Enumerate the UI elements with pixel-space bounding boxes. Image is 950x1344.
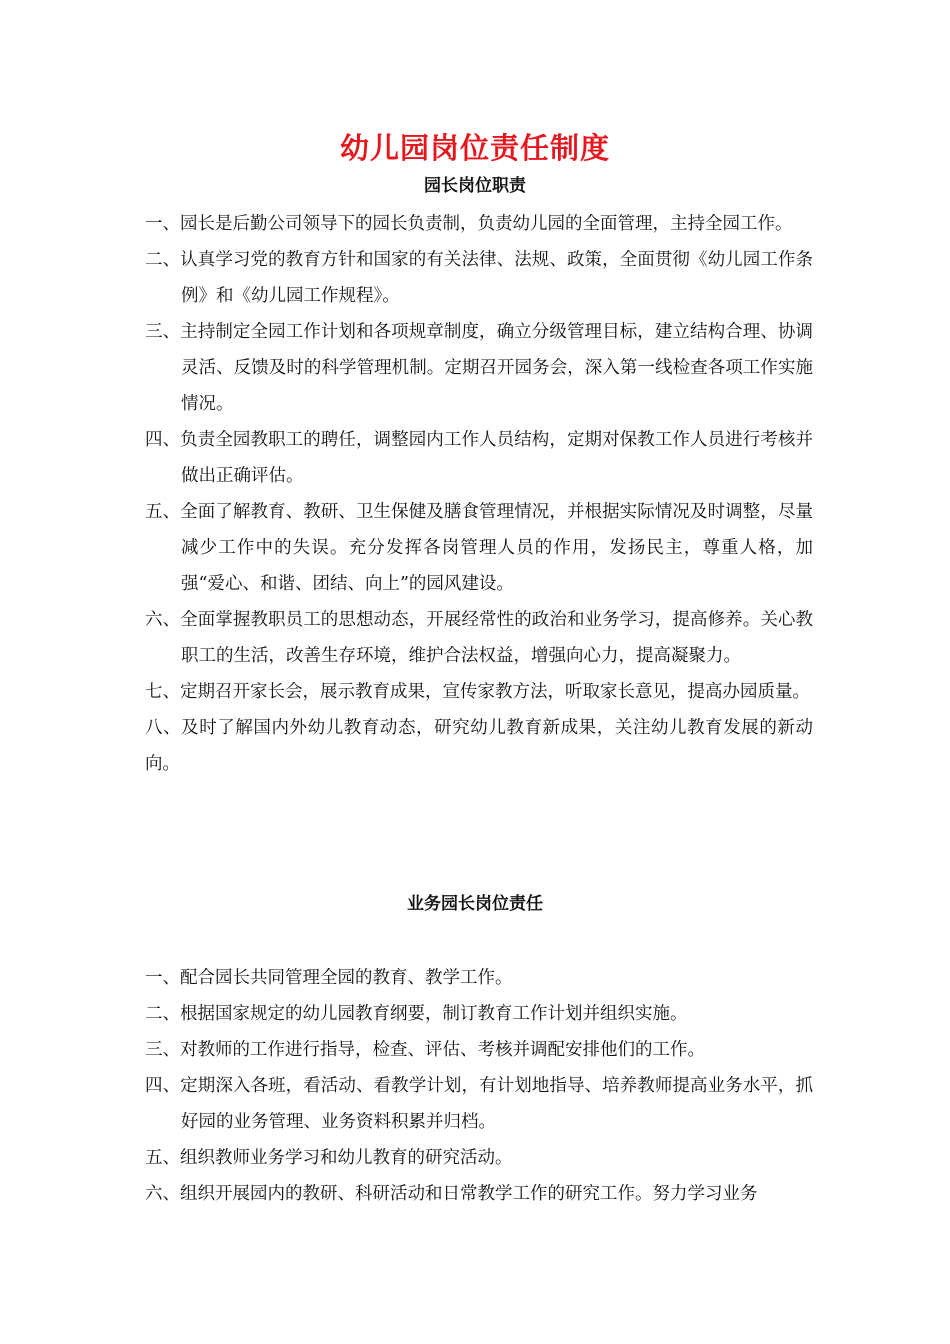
document-title: 幼儿园岗位责任制度 [339,131,610,165]
list-item: 三、对教师的工作进行指导，检查、评估、考核并调配安排他们的工作。 [145,1040,705,1060]
list-item: 三、主持制定全园工作计划和各项规章制度，确立分级管理目标，建立结构合理、协调灵活、反馈及时的科学管理机制。定期召开园务会，深入第一线检查各项工作实施情况。 [145,322,813,414]
section-title-principal: 园长岗位职责 [424,176,526,196]
list-item: 七、定期召开家长会，展示教育成果，宣传家教方法，听取家长意见，提高办园质量。 [145,682,810,702]
list-item: 六、组织开展园内的教研、科研活动和日常教学工作的研究工作。努力学习业务 [145,1184,758,1204]
list-item: 四、定期深入各班，看活动、看教学计划，有计划地指导、培养教师提高业务水平，抓好园的业务管理、业务资料积累并归档。 [145,1076,813,1132]
list-item: 一、配合园长共同管理全园的教育、教学工作。 [145,968,513,988]
list-item: 二、认真学习党的教育方针和国家的有关法律、法规、政策，全面贯彻《幼儿园工作条例》和《幼儿园工作规程》。 [145,250,813,306]
list-item: 四、负责全园教职工的聘任，调整园内工作人员结构，定期对保教工作人员进行考核并做出正确评估。 [145,430,813,486]
list-item: 五、全面了解教育、教研、卫生保健及膳食管理情况，并根据实际情况及时调整，尽量减少工作中的失误。充分发挥各岗管理人员的作用，发扬民主，尊重人格，加强“爱心、和谐、团结、向上”的园风建设。 [145,502,813,594]
vice-principal-duties-list [145,960,813,1212]
list-item: 一、园长是后勤公司领导下的园长负责制，负责幼儿园的全面管理，主持全园工作。 [145,214,793,234]
list-item: 二、根据国家规定的幼儿园教育纲要，制订教育工作计划并组织实施。 [145,1004,688,1024]
list-item: 八、及时了解国内外幼儿教育动态，研究幼儿教育新成果，关注幼儿教育发展的新动向。 [145,718,813,774]
list-item: 五、组织教师业务学习和幼儿教育的研究活动。 [145,1148,513,1168]
section-title-vice-principal: 业务园长岗位责任 [407,894,543,914]
principal-duties-list [145,206,813,782]
list-item: 六、全面掌握教职员工的思想动态，开展经常性的政治和业务学习，提高修养。关心教职工的生活，改善生存环境，维护合法权益，增强向心力，提高凝聚力。 [145,610,813,666]
